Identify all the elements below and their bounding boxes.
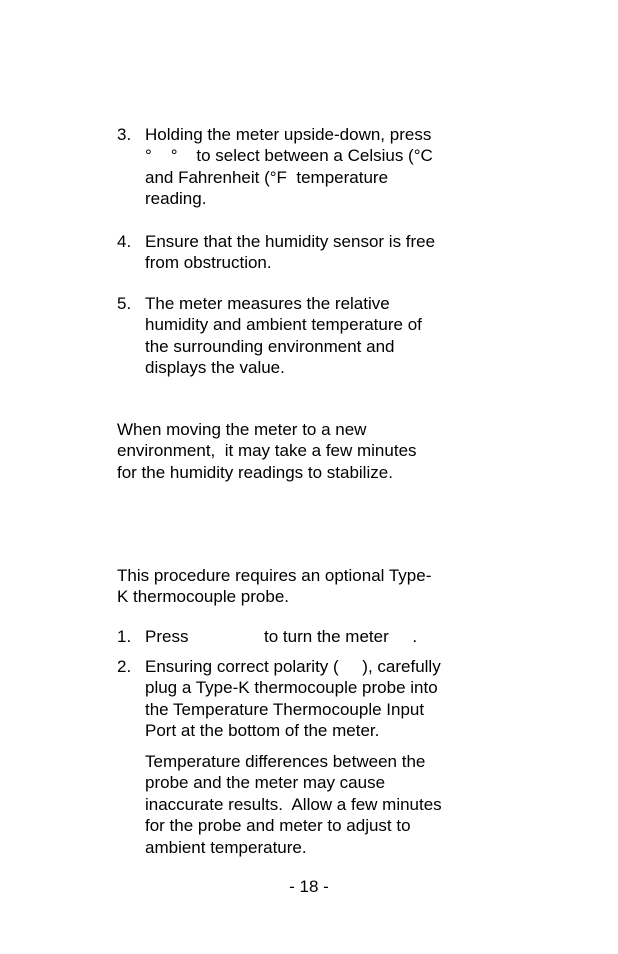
- subnote-line: probe and the meter may cause: [145, 773, 386, 793]
- step-line: Holding the meter upside-down, press: [145, 125, 432, 144]
- step-line: Ensure that the humidity sensor is free: [145, 232, 436, 251]
- step-line: from obstruction.: [145, 253, 272, 273]
- step-line: displays the value.: [145, 358, 285, 378]
- step-line: the surrounding environment and: [145, 336, 395, 356]
- step-number: 4.: [117, 232, 132, 251]
- intro-line: This procedure requires an optional Type-: [117, 566, 432, 585]
- step-line: The meter measures the relative: [145, 294, 390, 313]
- subnote-line: inaccurate results. Allow a few minutes: [145, 794, 442, 814]
- step-line: reading.: [145, 189, 207, 209]
- note-line: environment, it may take a few minutes: [117, 441, 417, 461]
- step-text: [145, 231, 487, 274]
- subnote-line: for the probe and meter to adjust to: [145, 816, 411, 836]
- step-line: Port at the bottom of the meter.: [145, 721, 380, 741]
- note-line: for the humidity readings to stabilize.: [117, 462, 393, 482]
- step-number: 5.: [117, 294, 132, 313]
- step-text: [145, 656, 487, 742]
- step-line: plug a Type-K thermocouple probe into: [145, 678, 438, 698]
- step-line: Ensuring correct polarity ( ), carefully: [145, 657, 441, 676]
- step-number: 3.: [117, 125, 132, 144]
- subnote-text: [145, 751, 487, 858]
- intro-line: K thermocouple probe.: [117, 587, 289, 607]
- step-line: and Fahrenheit (°F temperature: [145, 167, 389, 187]
- step-line: Press to turn the meter .: [145, 627, 418, 646]
- subnote-line: ambient temperature.: [145, 837, 307, 857]
- step-number: 1.: [117, 627, 132, 646]
- step-line: the Temperature Thermocouple Input: [145, 699, 425, 719]
- step-text: [145, 626, 487, 647]
- page-number: - 18 -: [289, 877, 329, 896]
- step-line: humidity and ambient temperature of: [145, 315, 422, 335]
- step-text: [145, 124, 487, 210]
- subnote-line: Temperature differences between the: [145, 752, 426, 771]
- step-number: 2.: [117, 657, 132, 676]
- step-text: [145, 293, 487, 379]
- step-line: ° ° to select between a Celsius (°C: [145, 146, 433, 166]
- procedure-intro: [117, 565, 497, 608]
- stabilize-note: [117, 419, 497, 483]
- note-line: When moving the meter to a new: [117, 420, 367, 439]
